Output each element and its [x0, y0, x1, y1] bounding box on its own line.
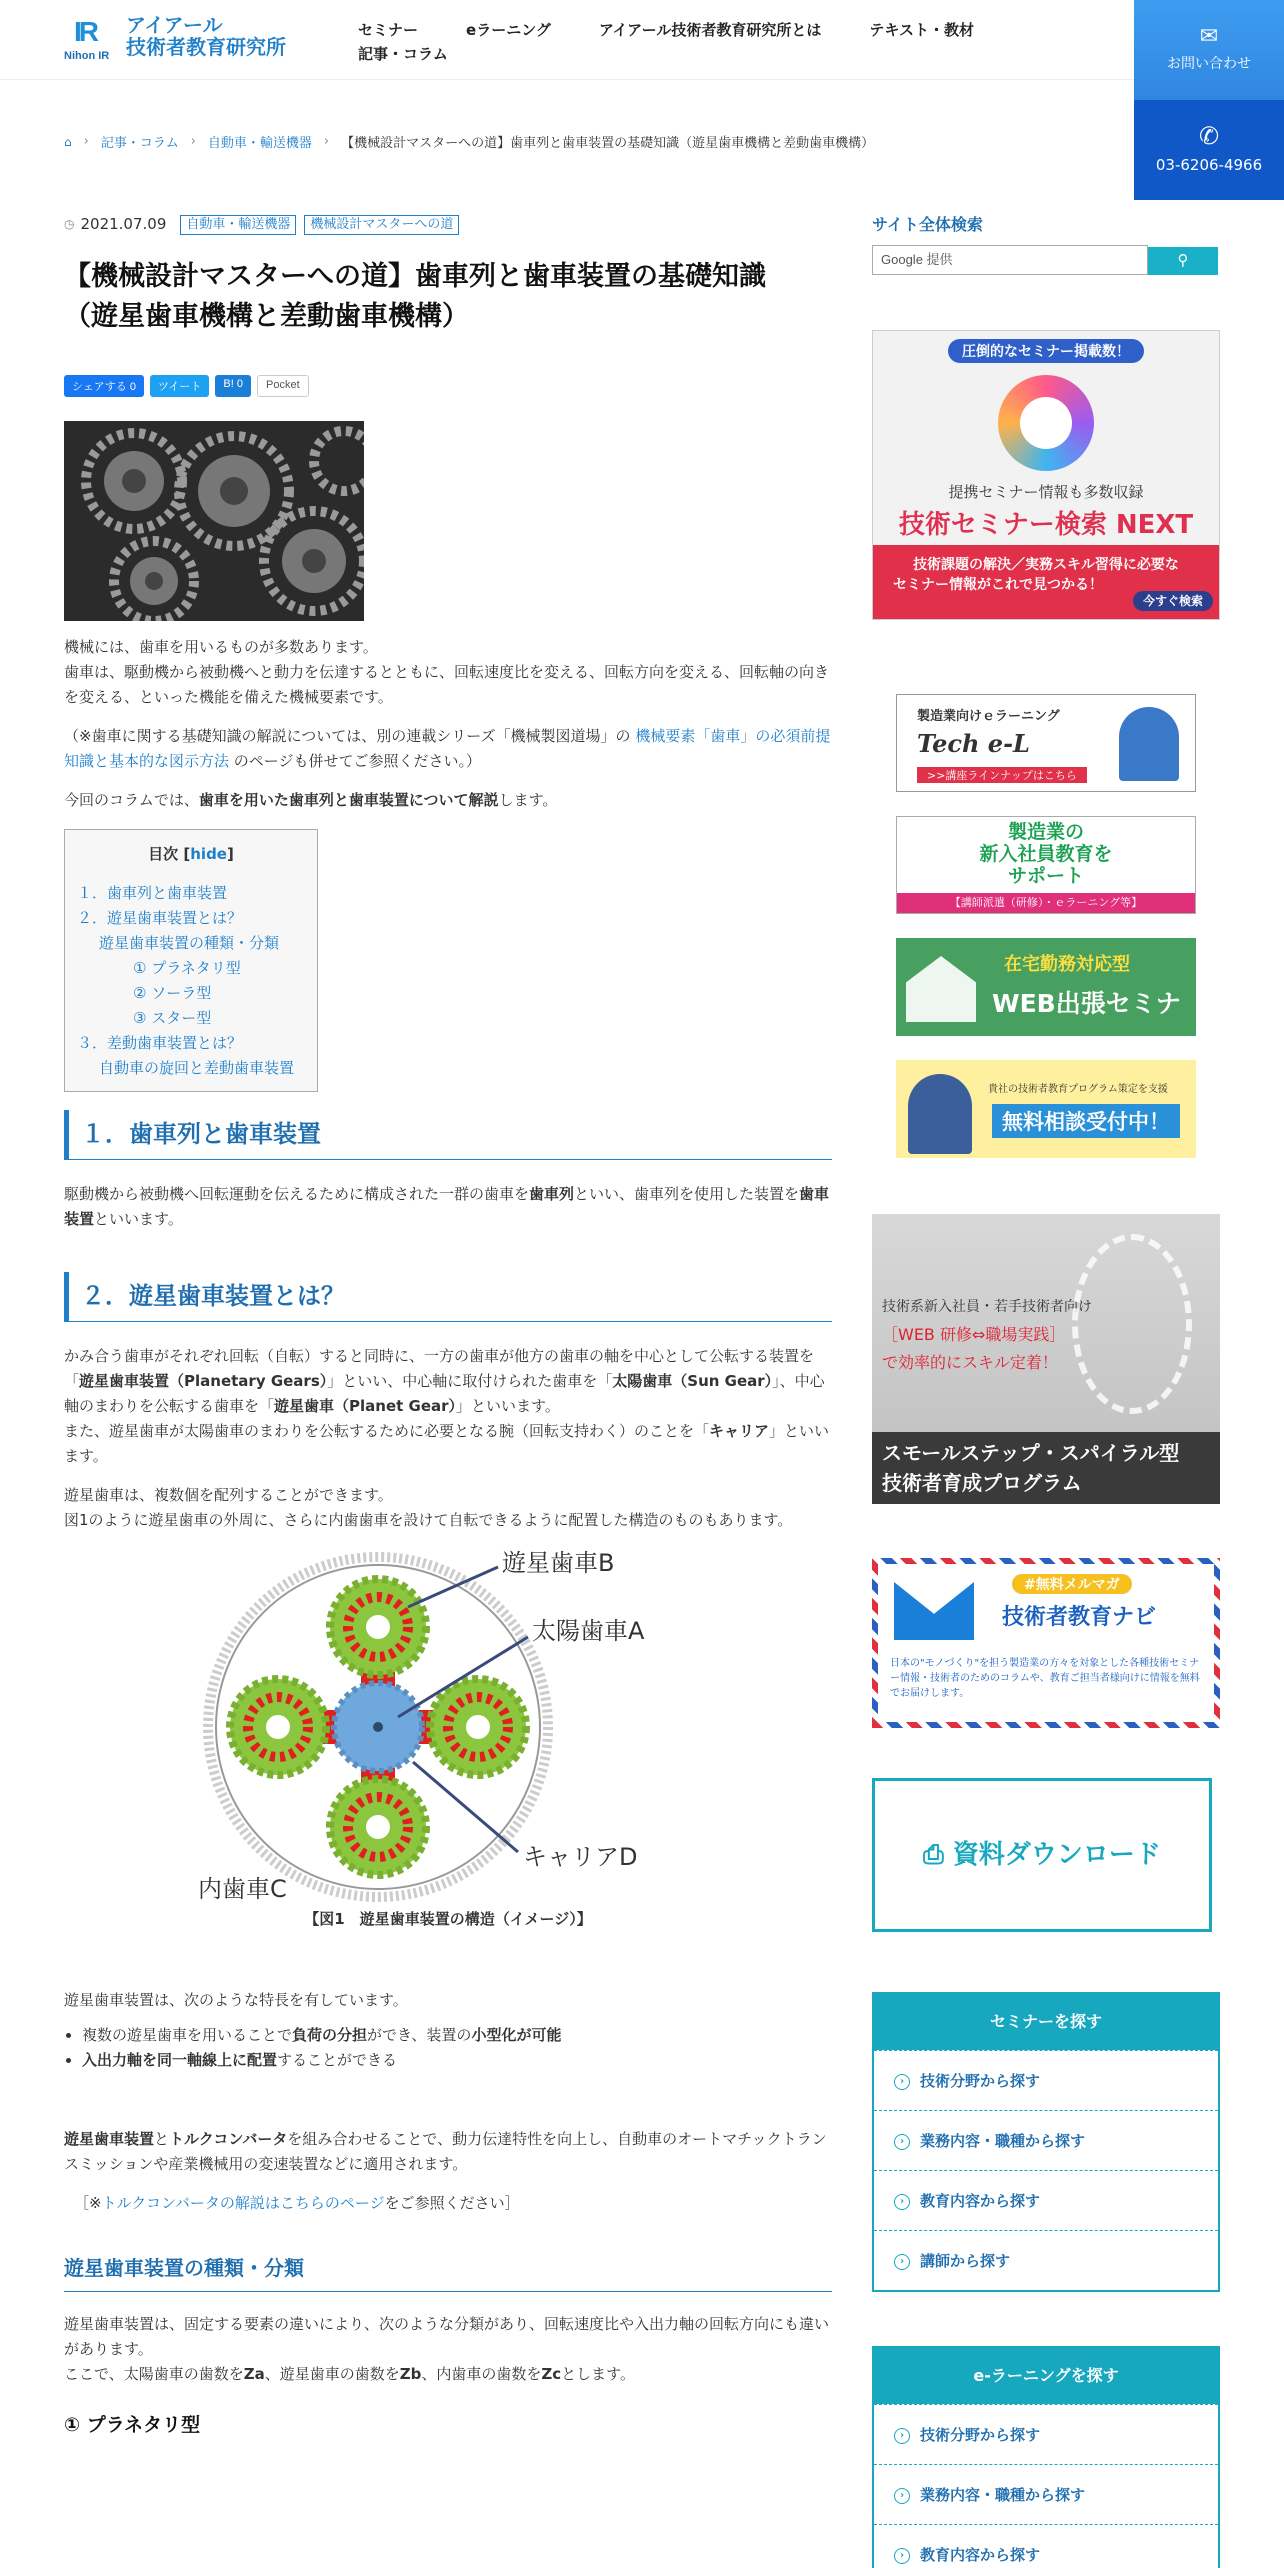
envelope-icon	[894, 1582, 974, 1640]
newsletter-desc: 日本の"モノづくり"を担う製造業の方々を対象とした各種技術セミナー情報・技術者のためのコラムや、教育ご担当者様向けに情報を無料でお届けします。	[890, 1658, 1200, 1699]
search-icon: ⚲	[1177, 251, 1189, 269]
list-item	[82, 2023, 832, 2048]
s2-text: 」といい、中心軸に取付けられた歯車を「	[327, 1372, 613, 1390]
elearning-finder-title: e-ラーニングを探す	[874, 2348, 1218, 2404]
li-text: 複数の遊星歯車を用いることで	[82, 2026, 293, 2044]
li-bold: 入出力軸を同一軸線上に配置	[82, 2051, 278, 2069]
article-date: 2021.07.09	[80, 215, 167, 233]
nav-item-texts[interactable]: テキスト・教材	[869, 21, 975, 39]
types-text: 遊星歯車装置は、固定する要素の違いにより、次のような分類があり、回転速度比や入出力軸の回転方向にも違いがあります。	[64, 2315, 830, 2358]
banner2-sub: 製造業向けｅラーニング	[917, 709, 1060, 724]
label-internal-gear-c: 内歯車C	[198, 1875, 287, 1903]
nav-item-articles[interactable]: 記事・コラム	[358, 45, 448, 63]
chevron-right-icon: ›	[894, 2134, 910, 2150]
toc-title-text: 目次	[148, 845, 179, 863]
app-bold: トルクコンバータ	[169, 2130, 288, 2148]
types-text: ここで、太陽歯車の歯数を	[64, 2365, 244, 2383]
seminar-by-job[interactable]	[874, 2110, 1218, 2170]
chevron-right-icon: ›	[894, 2254, 910, 2270]
chevron-right-icon: ›	[894, 2194, 910, 2210]
house-illustration	[906, 956, 976, 1022]
banner2-foot: >>講座ラインナップはこちら	[917, 767, 1087, 783]
s2-text: かみ合う歯車がそれぞれ回転（自転）すると同時に、一方の歯車が他方の歯車の軸を中心として公転する装置を「	[64, 1347, 815, 1390]
label-carrier-d: キャリアD	[523, 1843, 638, 1871]
search-button[interactable]	[1148, 247, 1218, 275]
toc-item[interactable]: 自動車の旋回と差動歯車装置	[99, 1059, 295, 1077]
reference-text: （※歯車に関する基礎知識の解説については、別の連載シリーズ「機械製図道場」の	[64, 727, 631, 745]
chevron-right-icon: ›	[894, 2074, 910, 2090]
s2-text: また、遊星歯車が太陽歯車のまわりを公転するために必要となる腕（回転支持わく）のことを「	[64, 1422, 710, 1440]
contact-label: お問い合わせ	[1167, 56, 1251, 72]
seminar-by-content[interactable]	[874, 2170, 1218, 2230]
section-heading-1: １．歯車列と歯車装置	[64, 1110, 832, 1160]
list-item	[82, 2048, 832, 2073]
logo-text	[126, 14, 286, 58]
summary-paragraph	[64, 788, 832, 813]
s2-text: 」といいます。	[64, 1422, 830, 1465]
toc-item[interactable]: ① プラネタリ型	[133, 959, 241, 977]
hatena-share-button[interactable]: B! 0	[215, 375, 251, 397]
intro-line2: 歯車は、駆動機から被動機へと動力を伝達するとともに、回転速度比を変える、回転方向を変える、回転軸の向きを変える、といった機能を備えた機械要素です。	[64, 663, 830, 706]
home-icon[interactable]: ⌂	[64, 134, 72, 149]
banner6-line3: で効率的にスキル定着！	[882, 1353, 1058, 1372]
breadcrumb-separator: ›	[83, 134, 89, 149]
banner-spiral-program[interactable]	[872, 1214, 1220, 1504]
subsection-heading-types: 遊星歯車装置の種類・分類	[64, 2256, 832, 2292]
nav-item-elearning[interactable]: eラーニング	[466, 21, 551, 39]
toc-item[interactable]: ② ソーラ型	[133, 984, 212, 1002]
banner6-line5: 技術者育成プログラム	[882, 1471, 1082, 1495]
pocket-share-button[interactable]: Pocket	[257, 375, 309, 397]
features-intro: 遊星歯車装置は、次のような特長を有しています。	[64, 1991, 408, 2009]
summary-bold: 歯車を用いた歯車列と歯車装置について解説	[198, 791, 499, 809]
banner4-line2: WEB出張セミナー	[992, 989, 1181, 1054]
s2-text: 図1のように遊星歯車の外周に、さらに内歯歯車を設けて自転できるように配置した構造のものもあります。	[64, 1511, 793, 1529]
note-post: をご参照ください］	[384, 2194, 520, 2212]
article-title	[64, 257, 832, 337]
seminar-finder-title: セミナーを探す	[874, 1994, 1218, 2050]
s1-text: 駆動機から被動機へ回転運動を伝えるために構成された一群の歯車を	[64, 1185, 530, 1203]
summary-post: します。	[498, 791, 558, 809]
s2-bold: 遊星歯車（Planet Gear）	[274, 1397, 457, 1415]
newsletter-title: 技術者教育ナビ	[1002, 1605, 1157, 1630]
banner-seminar-search[interactable]	[872, 330, 1220, 620]
nav-item-seminar[interactable]: セミナー	[358, 21, 419, 39]
chevron-right-icon: ›	[894, 2428, 910, 2444]
newsletter-inner	[878, 1564, 1214, 1722]
phone-icon: ✆	[1198, 122, 1220, 150]
planetary-gear-diagram	[198, 1547, 698, 1907]
breadcrumb-separator: ›	[190, 134, 196, 149]
types-text: 、遊星歯車の歯数を	[264, 2365, 400, 2383]
phone-button[interactable]	[1134, 100, 1284, 200]
banner2-main: Tech e-L	[917, 729, 1030, 758]
banner1-line4: セミナー情報がこれで見つかる！	[893, 577, 1103, 593]
figure-caption: 【図1 遊星歯車装置の構造（イメージ）】	[304, 1910, 592, 1928]
item-label: 業務内容・職種から探す	[920, 2132, 1086, 2150]
torque-converter-link[interactable]: トルクコンバータの解説はこちらのページ	[101, 2194, 385, 2212]
logo-line1: アイアール	[126, 13, 223, 37]
category-tag[interactable]: 自動車・輸送機器	[180, 215, 296, 235]
features-list	[64, 2023, 832, 2073]
banner3-line3: サポート	[1007, 865, 1084, 887]
intro-line1: 機械には、歯車を用いるものが多数あります。	[64, 638, 378, 656]
app-text: を組み合わせることで、動力伝達特性を向上し、自動車のオートマチックトランスミッションや産業機械用の変速装置などに適用されます。	[64, 2130, 827, 2173]
banner3-line2: 新入社員教育を	[979, 843, 1113, 865]
banner-tech-el[interactable]	[896, 694, 1196, 792]
breadcrumb	[64, 132, 874, 151]
section2-paragraph2	[64, 1483, 832, 1533]
label-planet-gear-b: 遊星歯車B	[502, 1549, 615, 1577]
spiral-staircase-illustration	[1072, 1234, 1192, 1414]
elearning-by-field[interactable]	[874, 2404, 1218, 2464]
s1-bold: 歯車列	[529, 1185, 575, 1203]
chevron-right-icon: ›	[894, 2548, 910, 2564]
breadcrumb-separator: ›	[323, 134, 330, 149]
breadcrumb-category[interactable]: 自動車・輸送機器	[207, 136, 312, 151]
summary-pre: 今回のコラムでは、	[64, 791, 199, 809]
s2-bold: 遊星歯車装置（Planetary Gears）	[79, 1372, 328, 1390]
search-input[interactable]: Google 提供	[872, 245, 1148, 275]
banner5-line2: 無料相談受付中！	[992, 1104, 1180, 1138]
site-search-title: サイト全体検索	[872, 215, 983, 234]
table-of-contents	[64, 829, 318, 1092]
intro-paragraph	[64, 635, 832, 710]
title-line2: （遊星歯車機構と差動歯車機構）	[64, 301, 469, 332]
logo-line2: 技術者教育研究所	[126, 35, 286, 59]
logo-mark	[64, 14, 118, 66]
var-zb: Zb	[399, 2365, 422, 2383]
title-line1: 【機械設計マスターへの道】歯車列と歯車装置の基礎知識	[64, 261, 766, 292]
seminar-finder	[872, 1992, 1220, 2292]
phone-number: 03-6206-4966	[1155, 156, 1263, 174]
heading-planetary-type: ① プラネタリ型	[64, 2414, 201, 2436]
item-label: 技術分野から探す	[920, 2426, 1041, 2444]
item-label: 業務内容・職種から探す	[920, 2486, 1086, 2504]
reference-link[interactable]: 機械要素「歯車」の必須前提知識と基本的な図示方法	[64, 727, 831, 770]
s1-text: といい、歯車列を使用した装置を	[574, 1185, 800, 1203]
site-header	[0, 0, 1284, 80]
facebook-share-button[interactable]: シェアする 0	[64, 375, 144, 397]
section-heading-2: ２．遊星歯車装置とは？	[64, 1272, 832, 1322]
s2-bold: 太陽歯車（Sun Gear）	[612, 1372, 773, 1390]
label-sun-gear-a: 太陽歯車A	[532, 1617, 645, 1645]
app-text: と	[154, 2130, 170, 2148]
item-label: 教育内容から探す	[920, 2546, 1041, 2564]
article-meta	[64, 212, 832, 237]
toc-hide-toggle[interactable]: hide	[190, 845, 227, 863]
elearning-finder	[872, 2346, 1220, 2568]
search-now-button[interactable]: 今すぐ検索	[1133, 591, 1213, 611]
article	[64, 212, 832, 2438]
li-bold: 小型化が可能	[471, 2026, 562, 2044]
banner3-foot: 【講師派遣（研修）・ｅラーニング等】	[897, 893, 1195, 913]
li-bold: 負荷の分担	[292, 2026, 368, 2044]
banner4-line1: 在宅勤務対応型	[1004, 954, 1130, 975]
torque-converter-note	[64, 2191, 832, 2216]
toc-item[interactable]: １．歯車列と歯車装置	[77, 884, 228, 902]
mail-icon: ✉	[1199, 24, 1219, 49]
download-button[interactable]	[872, 1778, 1212, 1932]
section1-paragraph	[64, 1182, 832, 1232]
item-label: 技術分野から探す	[920, 2072, 1041, 2090]
toc-title: 目次 [hide]	[148, 845, 234, 863]
li-text: することができる	[277, 2051, 398, 2069]
banner-free-consult[interactable]	[896, 1060, 1196, 1158]
newsletter-badge: #無料メルマガ	[1012, 1574, 1132, 1594]
note-pre: ［※	[74, 2194, 102, 2212]
reference-paragraph	[64, 724, 832, 774]
banner1-badge: 圧倒的なセミナー掲載数！	[948, 339, 1144, 363]
banner1-line1: 提携セミナー情報も多数収録	[948, 483, 1144, 501]
banner-web-seminar[interactable]	[896, 938, 1196, 1054]
sidebar	[872, 212, 1220, 2564]
item-label: 教育内容から探す	[920, 2192, 1041, 2210]
advisor-illustration	[908, 1074, 972, 1154]
site-logo[interactable]	[64, 14, 286, 66]
banner-new-employee[interactable]	[896, 816, 1196, 914]
banner3-line1: 製造業の	[1007, 821, 1084, 843]
seminar-by-instructor[interactable]	[874, 2230, 1218, 2290]
banner1-line3: 技術課題の解決／実務スキル習得に必要な	[913, 557, 1179, 573]
section2-paragraph1	[64, 1344, 832, 1469]
logo-mark-text: IR	[74, 16, 96, 47]
global-nav	[358, 18, 1118, 66]
toc-item[interactable]: 遊星歯車装置の種類・分類	[99, 934, 280, 952]
toc-item[interactable]: ２．遊星歯車装置とは？	[77, 909, 243, 927]
banner5-line1: 貴社の技術者教育プログラム策定を支援	[988, 1084, 1168, 1095]
var-zc: Zc	[541, 2365, 562, 2383]
s2-text: 」、中心軸のまわりを公転する歯車を「	[64, 1372, 825, 1415]
banner6-footer	[872, 1432, 1220, 1504]
s2-bold: キャリア	[709, 1422, 770, 1440]
var-za: Za	[243, 2365, 265, 2383]
toc-item[interactable]: ３．差動歯車装置とは？	[77, 1034, 243, 1052]
elearning-by-job[interactable]	[874, 2464, 1218, 2524]
s1-bold: 歯車装置	[64, 1185, 830, 1228]
nav-item-about[interactable]: アイアール技術者教育研究所とは	[598, 21, 822, 39]
banner-newsletter[interactable]	[872, 1558, 1220, 1728]
contact-button[interactable]	[1134, 0, 1284, 100]
app-bold: 遊星歯車装置	[64, 2130, 155, 2148]
series-tag[interactable]: 機械設計マスターへの道	[304, 215, 459, 235]
types-text: とします。	[561, 2365, 635, 2383]
logo-sub-text: Nihon IR	[64, 50, 110, 62]
reference-text-post: のページも併せてご参照ください。）	[233, 752, 481, 770]
application-paragraph	[64, 2127, 832, 2177]
chevron-right-icon: ›	[894, 2488, 910, 2504]
elearning-by-content[interactable]	[874, 2524, 1218, 2568]
seminar-by-field[interactable]	[874, 2050, 1218, 2110]
breadcrumb-articles[interactable]: 記事・コラム	[100, 136, 179, 151]
pdf-icon: ⎙	[923, 1840, 944, 1870]
banner1-footer	[873, 545, 1219, 619]
li-text: ができ、装置の	[367, 2026, 472, 2044]
types-paragraph	[64, 2312, 832, 2387]
twitter-share-button[interactable]: ツイート	[150, 375, 209, 397]
site-search	[872, 245, 1220, 275]
magnifier-icon	[998, 375, 1094, 471]
s2-text: 」といいます。	[456, 1397, 560, 1415]
gears-photo	[64, 421, 364, 621]
banner6-line2: ［WEB 研修⇔職場実践］	[882, 1325, 1066, 1344]
banner6-line1: 技術系新入社員・若手技術者向け	[882, 1299, 1092, 1315]
item-label: 講師から探す	[920, 2252, 1011, 2270]
share-buttons	[64, 375, 832, 397]
download-label: 資料ダウンロード	[952, 1840, 1161, 1870]
banner6-line4: スモールステップ・スパイラル型	[882, 1441, 1180, 1465]
types-text: 、内歯車の歯数を	[421, 2365, 542, 2383]
toc-item[interactable]: ③ スター型	[133, 1009, 212, 1027]
s1-text: といいます。	[94, 1210, 183, 1228]
clock-icon: ◷	[64, 217, 75, 231]
person-illustration	[1119, 707, 1179, 781]
breadcrumb-current: 【機械設計マスターへの道】歯車列と歯車装置の基礎知識（遊星歯車機構と差動歯車機構）	[341, 136, 875, 151]
s2-text: 遊星歯車は、複数個を配列することができます。	[64, 1486, 393, 1504]
banner1-line2: 技術セミナー検索 NEXT	[898, 510, 1194, 540]
